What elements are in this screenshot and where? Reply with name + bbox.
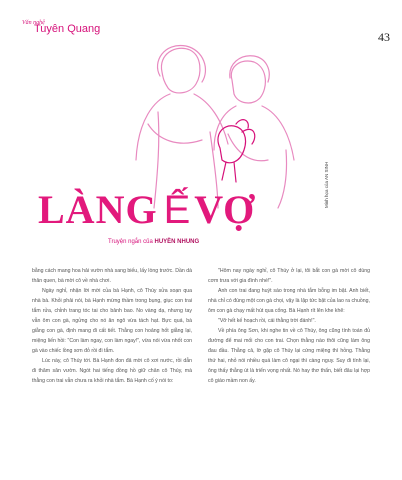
masthead-big-text: Tuyên Quang <box>34 23 101 35</box>
man-hair <box>230 56 269 82</box>
paragraph: bằng cách mang hoa hải vườn nhà sang biếu, lấy lòng trước. Dần dà thân quen, bà mời cô về nhà chơi. <box>32 268 192 284</box>
paragraph: "Hôm nay ngày nghỉ, cô Thúy ở lại, tôi bắt con gà mời cô dùng cơm trưa với gia đình nhé!". <box>208 268 370 284</box>
illustration <box>118 40 308 210</box>
woman-hair <box>158 45 206 82</box>
title-part-2: Ế <box>163 188 191 232</box>
woman-arm <box>148 124 202 143</box>
woman-head <box>161 48 200 93</box>
art-credit <box>316 150 329 210</box>
masthead-small-text: Văn nghệ <box>22 20 45 26</box>
text-column-left <box>32 266 192 386</box>
paragraph: "Vỡ hết kế hoạch rồi, cái thằng trời đánh!". <box>218 318 316 324</box>
rooster-body <box>218 126 246 163</box>
illustration-sketch <box>118 40 308 210</box>
byline-author: HUYỀN NHUNG <box>154 239 200 245</box>
title-part-3: VỢ <box>194 187 255 232</box>
title-part-1: LÀNG <box>38 187 158 232</box>
art-credit-text: Minh họa của AN SINH <box>324 161 329 208</box>
paragraph: Anh con trai đang huýt sáo trong nhà tắm bỗng im bặt. Anh biết, nhà chỉ có đúng một con gà chọi, vậy là lập tức bật của lao ra chuồng, ôm con gà chạy mất hút qua cổng. Bà Hạnh rít lên khe khẽ: <box>208 288 370 314</box>
page-number: 43 <box>378 30 390 44</box>
story-title <box>38 188 254 232</box>
paragraph: Về phía ông Sơn, khi nghe tin về cô Thúy, ông cũng tính toán đủ đường để mai mối cho con trai. Chọn thằng nào thôi cũng làm ông đau đầu. Thằng cả, lờ gặp cô Thúy lại cứng miệng thì hỏng. Thằng thứ hai, nhỏ nói nhiều quá làm cô ngại thì càng nguy. Suy đi tính lại, ông thấy thằng út là triển vọng nhất. Nó hay thơ thẩn, biết đâu lại hợp cô giáo mầm non ấy. <box>208 328 370 384</box>
masthead-logo <box>22 20 132 42</box>
byline-prefix: Truyện ngắn của <box>108 239 155 245</box>
text-column-right <box>208 266 370 386</box>
paragraph: Ngày nghỉ, nhận lời mời của bà Hạnh, cô Thúy sửa soạn qua nhà bà. Khỏi phải nói, bà Hạnh mừng thầm trong bụng, giục con trai tắm rửa, chỉnh trang tóc tai cho bảnh bao. No vàng dạ, nhưng tay vẫn ôm con gà, ngửng cho nó ăn ngô vừa tách hạt. Bực quá, bà giằng con gà, định mang đi cất tiết. Thằng con hoảng hốt giằng lại, miệng liến hồi: "Con làm ngay, con làm ngay!", vừa nói vừa nhốt con gà vào chiếc lồng sơn đỏ rồi đi tắm. <box>32 288 192 354</box>
paragraph: Lúc này, cô Thúy tới. Bà Hạnh đon đả mời cô xơi nước, rồi dẫn đi thăm sân vườn. Ngót hai tiếng đồng hồ giữ chân cô Thúy, mà thằng con trai vẫn chưa ra khỏi nhà tắm. Bà Hạnh cố ý nói to: <box>32 358 192 384</box>
man-head <box>231 61 265 103</box>
rooster-legs <box>222 162 236 182</box>
byline <box>108 238 199 246</box>
